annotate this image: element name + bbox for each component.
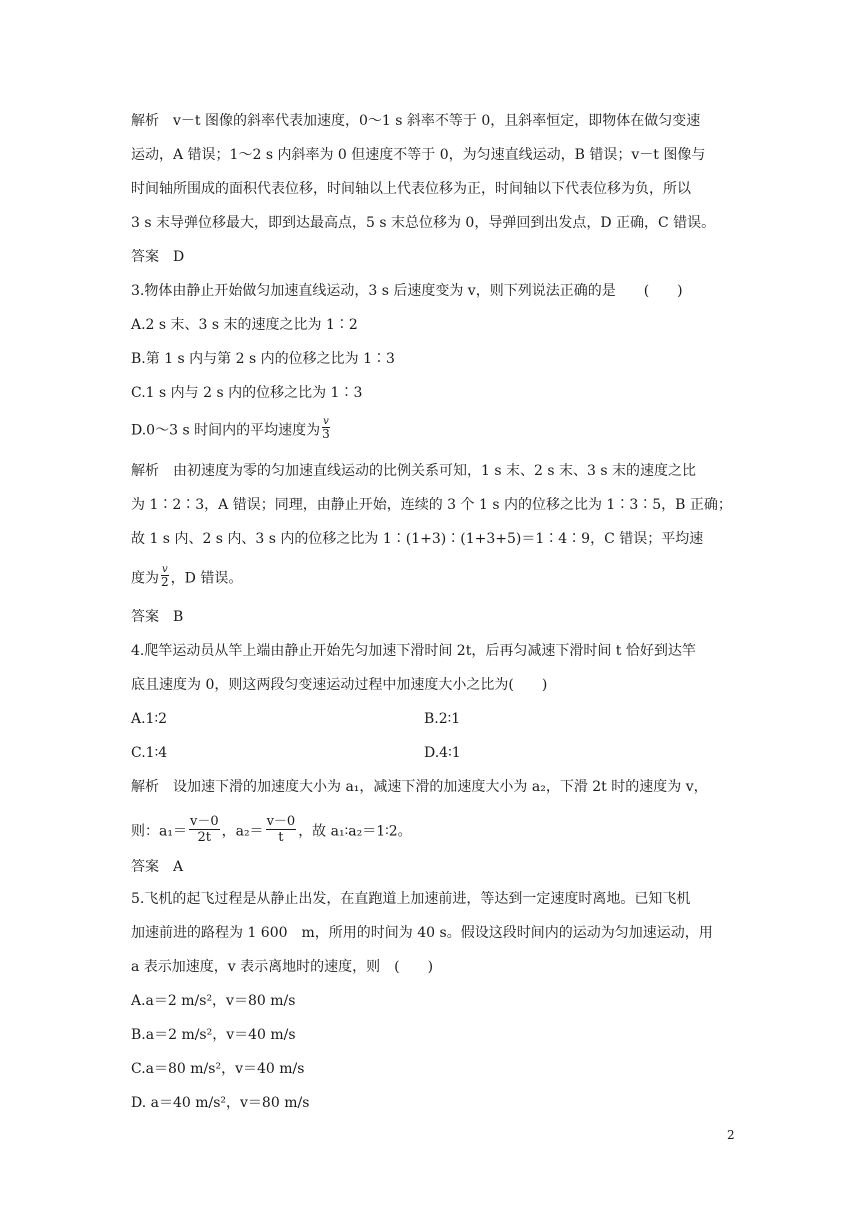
- option-a: A.2 s 末、3 s 末的速度之比为 1∶2: [131, 317, 358, 333]
- text-fragment: ，故 a₁∶a₂＝1∶2。: [298, 823, 412, 840]
- fraction-denominator: 3: [322, 427, 330, 441]
- text-line: 故 1 s 内、2 s 内、3 s 内的位移之比为 1∶(1+3)∶(1+3+5)＝1∶4∶9，C 错误；平均速: [131, 531, 704, 547]
- text-fragment: 度为: [131, 570, 159, 587]
- question-5-cont: 加速前进的路程为 1 600 m，所用的时间为 40 s。假设这段时间内的运动为匀加速运动，用: [131, 925, 713, 941]
- text-fragment: ，D 错误。: [170, 570, 243, 587]
- answer-line: 答案 D: [131, 249, 185, 265]
- fraction-denominator: t: [278, 830, 284, 845]
- text-line: [131, 566, 737, 591]
- option-c: C.a＝80 m/s²，v＝40 m/s: [131, 1061, 305, 1077]
- option-b: B.2∶1: [424, 711, 461, 727]
- text-line: [131, 816, 737, 847]
- option-d-text: D.0～3 s 时间内的平均速度为: [131, 422, 321, 439]
- fraction-denominator: 2t: [197, 830, 212, 845]
- text-line: 解析 设加速下滑的加速度大小为 a₁，减速下滑的加速度大小为 a₂，下滑 2t 时的速度为 v，: [131, 779, 708, 795]
- answer-line: 答案 B: [131, 609, 184, 625]
- text-fragment: ，a₂＝: [221, 823, 264, 840]
- fraction-a2: [266, 814, 297, 845]
- question-5-cont: a 表示加速度，v 表示离地时的速度，则 ( ): [131, 959, 434, 975]
- fraction-numerator: v－0: [266, 814, 296, 829]
- text-line: 为 1∶2∶3，A 错误；同理，由静止开始，连续的 3 个 1 s 内的位移之比为 1∶3∶5，B 正确；: [131, 497, 732, 513]
- question-5: 5.飞机的起飞过程是从静止出发，在直跑道上加速前进，等达到一定速度时离地。已知飞机: [131, 891, 691, 907]
- text-line: 解析 v－t 图像的斜率代表加速度，0～1 s 斜率不等于 0，且斜率恒定，即物体在做匀变速: [131, 113, 701, 129]
- option-a: A.a＝2 m/s²，v＝80 m/s: [131, 993, 296, 1009]
- option-c: C.1∶4: [131, 745, 168, 761]
- option-d: [131, 418, 737, 443]
- fraction-numerator: v－0: [189, 814, 219, 829]
- fraction-v-over-2: [161, 564, 169, 589]
- text-line: 3 s 末导弹位移最大，即到达最高点，5 s 末总位移为 0，导弹回到出发点，D 正确，C 错误。: [131, 215, 716, 231]
- text-line: 运动，A 错误；1～2 s 内斜率为 0 但速度不等于 0，为匀速直线运动，B 错误；v－t 图像与: [131, 147, 706, 163]
- option-b: B.a＝2 m/s²，v＝40 m/s: [131, 1027, 296, 1043]
- question-4: 4.爬竿运动员从竿上端由静止开始先匀加速下滑时间 2t，后再匀减速下滑时间 t 恰好到达竿: [131, 643, 696, 659]
- option-a: A.1∶2: [131, 711, 168, 727]
- fraction-denominator: 2: [161, 575, 169, 589]
- question-4-cont: 底且速度为 0，则这两段匀变速运动过程中加速度大小之比为( ): [131, 677, 548, 693]
- fraction-a1: [189, 814, 220, 845]
- option-b: B.第 1 s 内与第 2 s 内的位移之比为 1∶3: [131, 351, 395, 367]
- text-line: 解析 由初速度为零的匀加速直线运动的比例关系可知，1 s 末、2 s 末、3 s 末的速度之比: [131, 463, 696, 479]
- question-3: 3.物体由静止开始做匀加速直线运动，3 s 后速度变为 v，则下列说法正确的是 ( ): [131, 283, 683, 299]
- answer-line: 答案 A: [131, 859, 184, 875]
- text-line: 时间轴所围成的面积代表位移，时间轴以上代表位移为正，时间轴以下代表位移为负，所以: [131, 181, 691, 197]
- fraction-numerator: v: [162, 564, 168, 575]
- fraction-numerator: v: [323, 416, 329, 427]
- page-number: 2: [727, 1128, 735, 1142]
- text-fragment: 则：a₁＝: [131, 823, 187, 840]
- option-d: D. a＝40 m/s²，v＝80 m/s: [131, 1095, 310, 1111]
- option-c: C.1 s 内与 2 s 内的位移之比为 1∶3: [131, 385, 363, 401]
- fraction-v-over-3: [322, 416, 330, 441]
- option-d: D.4∶1: [424, 745, 461, 761]
